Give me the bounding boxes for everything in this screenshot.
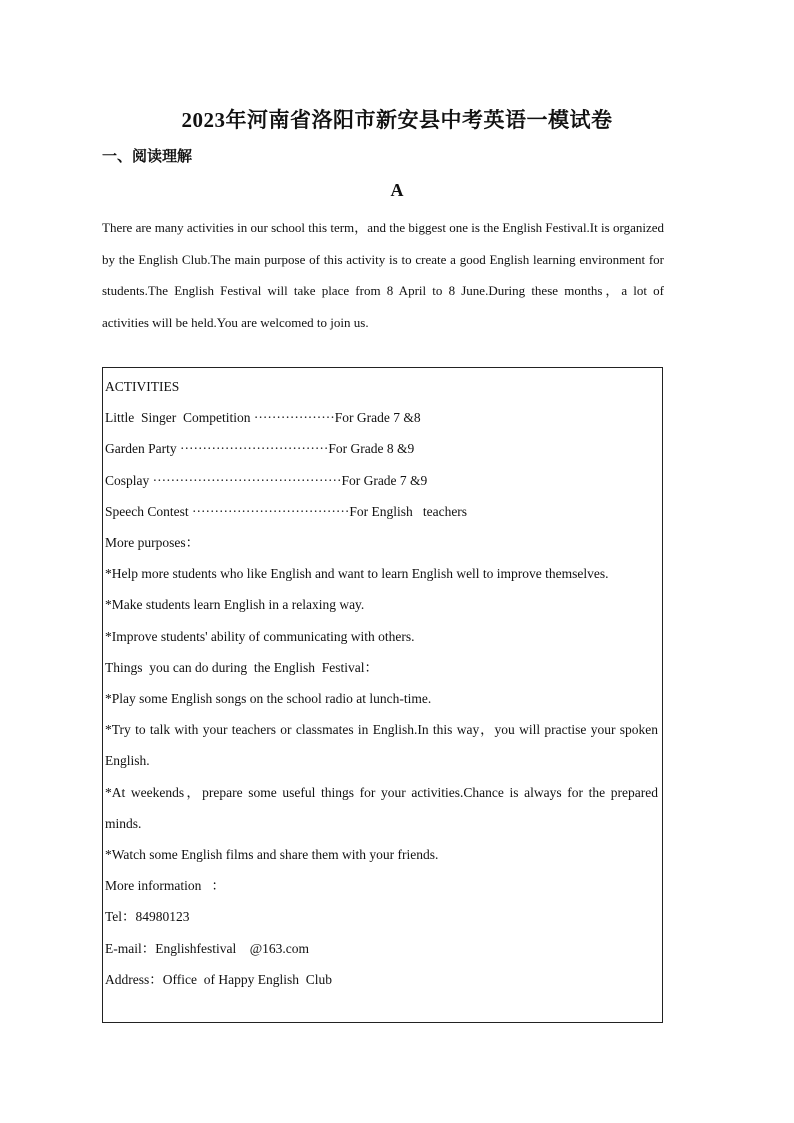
purposes-heading: More purposes：: [105, 535, 200, 551]
contact-email: E-mail：Englishfestival @163.com: [105, 940, 310, 956]
purpose-item: *Help more students who like English and want to learn English well to improve themselves.: [105, 566, 609, 582]
things-item: *Play some English songs on the school radio at lunch-time.: [105, 691, 432, 707]
activity-item: Speech Contest ···································For English teachers: [105, 503, 468, 519]
activity-item: Little Singer Competition ··················For Grade 7 &8: [105, 410, 421, 426]
info-heading: More information ：: [105, 878, 225, 894]
things-item: *Watch some English films and share them with your friends.: [105, 847, 439, 863]
purpose-item: *Make students learn English in a relaxing way.: [105, 597, 365, 613]
activity-item: Cosplay ··········································For Grade 7 &9: [105, 472, 428, 488]
activities-heading: ACTIVITIES: [105, 379, 180, 394]
purpose-item: *Improve students' ability of communicating with others.: [105, 628, 415, 644]
things-item: *Try to talk with your teachers or classmates in English.In this way，you will practise your spoken English.: [105, 722, 658, 769]
section-heading: 一、阅读理解: [102, 149, 193, 165]
things-heading: Things you can do during the English Festival：: [105, 659, 378, 675]
contact-tel: Tel：84980123: [105, 909, 190, 925]
intro-paragraph: There are many activities in our school this term，and the biggest one is the English Festival.It is organized by the English Club.The main purpose of this activity is to create a good English learning environment for students.The English Festival will take place from 8 April to 8 June.During these months，a lot of activities will be held.You are welcomed to join us.: [102, 220, 664, 330]
passage-label: A: [390, 180, 404, 200]
contact-address: Address：Office of Happy English Club: [105, 971, 332, 987]
things-item: *At weekends，prepare some useful things for your activities.Chance is always for the prepared minds.: [105, 784, 658, 831]
document-title: 2023年河南省洛阳市新安县中考英语一模试卷: [181, 108, 613, 132]
festival-info-box: [102, 367, 663, 1023]
activity-item: Garden Party ·································For Grade 8 &9: [105, 441, 415, 457]
